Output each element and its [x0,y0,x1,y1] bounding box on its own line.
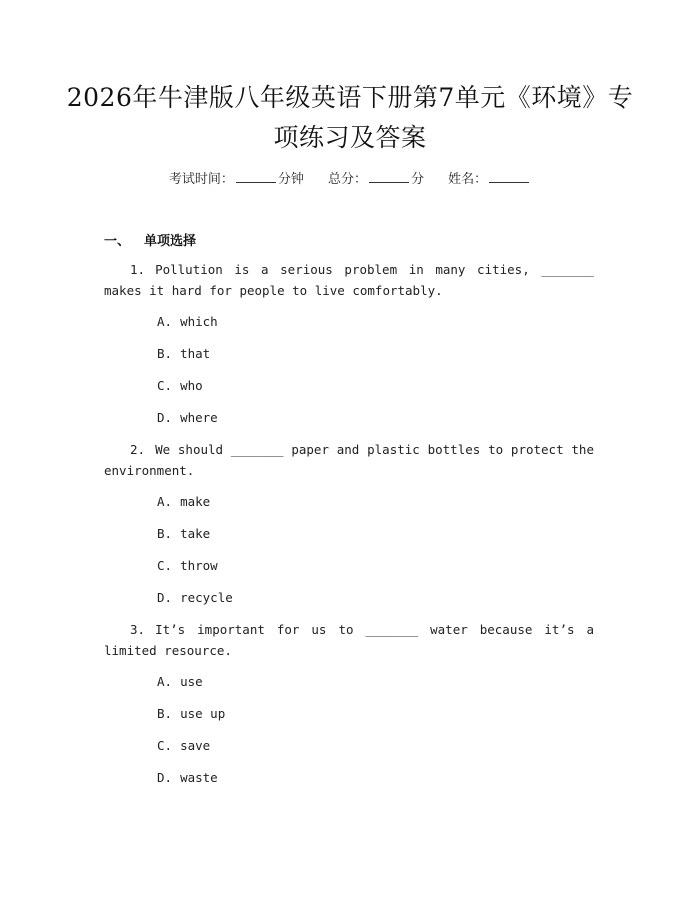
question-2-number: 2. [130,442,146,457]
option-text: where [180,410,218,425]
question-1-option-a [157,314,218,330]
option-letter: D. [157,590,173,605]
student-name-label: 姓名： [448,172,488,187]
option-letter: B. [157,706,173,721]
question-1-text: Pollution is a serious problem in many cities, _______ makes it hard for people to live comfortably. [104,262,594,298]
option-letter: B. [157,346,173,361]
question-1-option-b [157,346,210,362]
option-letter: C. [157,378,173,393]
exam-time-field [169,168,304,187]
option-text: save [180,738,211,753]
option-letter: D. [157,770,173,785]
option-text: that [180,346,211,361]
exam-time-unit: 分钟 [277,172,304,187]
question-1-stem [104,259,594,301]
question-2-option-b [157,526,210,542]
option-letter: C. [157,558,173,573]
option-text: waste [180,770,218,785]
student-name-blank [489,170,529,183]
option-text: which [180,314,218,329]
student-name-field [448,168,531,187]
option-text: make [180,494,211,509]
exam-time-label: 考试时间： [168,172,234,187]
option-letter: B. [157,526,173,541]
document-title: 2026年牛津版八年级英语下册第7单元《环境》专项练习及答案 [66,83,634,152]
option-letter: A. [157,494,173,509]
option-letter: A. [157,314,173,329]
option-text: take [180,526,211,541]
option-letter: D. [157,410,173,425]
question-2-option-d [157,590,233,606]
question-1-option-d [157,410,218,426]
question-2-text: We should _______ paper and plastic bottles to protect the environment. [104,442,594,478]
question-1-number: 1. [130,262,146,277]
question-2-option-a [157,494,210,510]
total-score-label: 总分： [327,172,367,187]
exam-time-blank [236,170,276,183]
section-heading [104,230,196,249]
question-3-option-d [157,770,218,786]
question-3-option-a [157,674,203,690]
question-3-option-c [157,738,210,754]
question-3-stem [104,619,594,661]
section-title: 单项选择 [144,234,197,249]
total-score-blank [369,170,409,183]
total-score-field [328,168,424,187]
question-3-option-b [157,706,225,722]
section-number: 一、 [104,234,131,249]
option-text: who [180,378,203,393]
question-2-option-c [157,558,218,574]
option-text: use up [180,706,226,721]
total-score-unit: 分 [411,172,425,187]
option-letter: A. [157,674,173,689]
question-3-text: It’s important for us to _______ water because it’s a limited resource. [104,622,594,658]
question-1-option-c [157,378,203,394]
option-text: use [180,674,203,689]
exam-info-row [0,168,700,187]
option-letter: C. [157,738,173,753]
option-text: throw [180,558,218,573]
option-text: recycle [180,590,233,605]
question-3-number: 3. [130,622,146,637]
question-2-stem [104,439,594,481]
